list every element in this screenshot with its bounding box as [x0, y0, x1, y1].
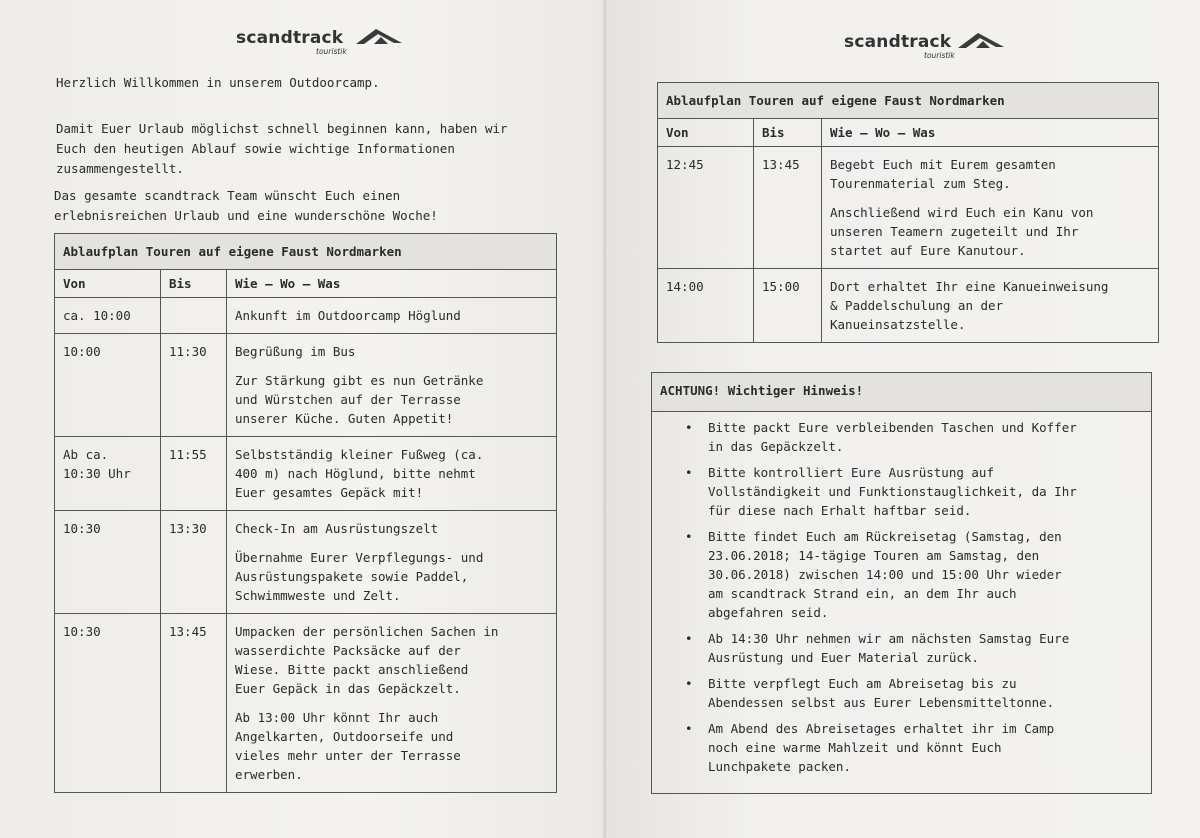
- item-text: Bitte verpflegt Euch am Abreisetag bis zu: [708, 676, 1017, 691]
- cell-text: Dort erhaltet Ihr eine Kanueinweisung: [830, 279, 1109, 294]
- cell-text: Begebt Euch mit Eurem gesamten: [830, 157, 1056, 172]
- cell-text: 10:30 Uhr: [63, 466, 131, 481]
- cell-text: vieles mehr unter der Terrasse: [235, 748, 461, 763]
- cell-text: ca. 10:00: [63, 308, 131, 323]
- list-item: [676, 674, 1141, 712]
- table-row: [55, 298, 557, 334]
- brand-tagline: touristik: [316, 47, 347, 56]
- item-text: für diese nach Erhalt haftbar seid.: [708, 503, 972, 518]
- table-row: [658, 269, 1159, 343]
- cell-text: 10:30: [63, 521, 101, 536]
- cell-was: [227, 511, 557, 614]
- tent-logo-icon: [354, 26, 404, 46]
- cell-von: [55, 298, 161, 334]
- col-header-bis: Bis: [161, 270, 227, 298]
- cell-von: [55, 437, 161, 511]
- schedule-title: Ablaufplan Touren auf eigene Faust Nordmarken: [658, 83, 1159, 119]
- item-text: Ausrüstung und Euer Material zurück.: [708, 650, 979, 665]
- cell-bis: 11:55: [161, 437, 227, 511]
- col-header-von: Von: [55, 270, 161, 298]
- cell-text: 10:00: [63, 344, 101, 359]
- schedule-title: Ablaufplan Touren auf eigene Faust Nordmarken: [55, 234, 557, 270]
- intro-line: Euch den heutigen Ablauf sowie wichtige Informationen: [56, 141, 455, 156]
- cell-text: 12:45: [666, 157, 704, 172]
- item-text: in das Gepäckzelt.: [708, 439, 844, 454]
- item-text: abgefahren seid.: [708, 605, 829, 620]
- cell-von: [658, 147, 754, 269]
- welcome-text: Herzlich Willkommen in unserem Outdoorcamp.: [56, 75, 380, 90]
- bullet-icon: •: [685, 721, 693, 736]
- item-text: Vollständigkeit und Funktionstauglichkeit, da Ihr: [708, 484, 1077, 499]
- cell-text: Selbstständig kleiner Fußweg (ca.: [235, 447, 484, 462]
- table-row: [55, 614, 557, 793]
- brand-name: scandtrack: [236, 28, 344, 48]
- cell-text: Ab ca.: [63, 447, 109, 462]
- bullet-icon: •: [685, 676, 693, 691]
- cell-text: erwerben.: [235, 767, 303, 782]
- item-text: Lunchpakete packen.: [708, 759, 851, 774]
- cell-text: 14:00: [666, 279, 704, 294]
- cell-was: [227, 614, 557, 793]
- item-text: Abendessen selbst aus Eurer Lebensmitteltonne.: [708, 695, 1055, 710]
- cell-text: Tourenmaterial zum Steg.: [830, 176, 1011, 191]
- cell-text: Ab 13:00 Uhr könnt Ihr auch: [235, 710, 439, 725]
- col-header-was: Wie – Wo – Was: [227, 270, 557, 298]
- cell-bis: 13:45: [161, 614, 227, 793]
- bullet-icon: •: [685, 631, 693, 646]
- list-item: [676, 719, 1141, 776]
- col-header-bis: Bis: [754, 119, 822, 147]
- cell-von: [55, 614, 161, 793]
- cell-was: [822, 147, 1159, 269]
- cell-text: startet auf Eure Kanutour.: [830, 243, 1026, 258]
- bullet-icon: •: [685, 420, 693, 435]
- cell-bis: 13:45: [754, 147, 822, 269]
- col-header-was: Wie – Wo – Was: [822, 119, 1159, 147]
- notice-title: ACHTUNG! Wichtiger Hinweis!: [652, 373, 1151, 412]
- cell-text: Check-In am Ausrüstungszelt: [235, 521, 439, 536]
- notice-box: [651, 372, 1152, 794]
- item-text: Am Abend des Abreisetages erhaltet ihr im Camp: [708, 721, 1055, 736]
- cell-text: Kanueinsatzstelle.: [830, 317, 966, 332]
- table-row: [55, 334, 557, 437]
- intro-line: zusammengestellt.: [56, 161, 184, 176]
- item-text: Bitte findet Euch am Rückreisetag (Samstag, den: [708, 529, 1062, 544]
- wish-paragraph: [54, 186, 438, 226]
- schedule-table-left: [54, 233, 557, 793]
- table-row: [55, 437, 557, 511]
- cell-text: Euer Gepäck in das Gepäckzelt.: [235, 681, 461, 696]
- wish-line: erlebnisreichen Urlaub und eine wunderschöne Woche!: [54, 208, 438, 223]
- cell-bis: 15:00: [754, 269, 822, 343]
- table-row: [55, 511, 557, 614]
- cell-bis: 11:30: [161, 334, 227, 437]
- cell-was: [227, 437, 557, 511]
- cell-bis: 13:30: [161, 511, 227, 614]
- item-text: noch eine warme Mahlzeit und könnt Euch: [708, 740, 1002, 755]
- cell-text: Schwimmweste und Zelt.: [235, 588, 401, 603]
- cell-was: [822, 269, 1159, 343]
- cell-von: [658, 269, 754, 343]
- cell-text: 10:30: [63, 624, 101, 639]
- cell-text: Ankunft im Outdoorcamp Höglund: [235, 308, 461, 323]
- intro-line: Damit Euer Urlaub möglichst schnell beginnen kann, haben wir: [56, 121, 508, 136]
- cell-was: [227, 298, 557, 334]
- item-text: 30.06.2018) zwischen 14:00 und 15:00 Uhr wieder: [708, 567, 1062, 582]
- schedule-table-right: [657, 82, 1159, 343]
- cell-text: unseren Teamern zugeteilt und Ihr: [830, 224, 1079, 239]
- table-row: [658, 147, 1159, 269]
- tent-logo-icon: [956, 30, 1006, 50]
- item-text: Bitte packt Eure verbleibenden Taschen und Koffer: [708, 420, 1077, 435]
- list-item: [676, 418, 1141, 456]
- wish-line: Das gesamte scandtrack Team wünscht Euch einen: [54, 188, 401, 203]
- brand-name: scandtrack: [844, 32, 952, 52]
- cell-text: Euer gesamtes Gepäck mit!: [235, 485, 424, 500]
- item-text: am scandtrack Strand ein, an dem Ihr auch: [708, 586, 1017, 601]
- cell-text: Angelkarten, Outdoorseife und: [235, 729, 454, 744]
- cell-text: und Würstchen auf der Terrasse: [235, 392, 461, 407]
- item-text: Ab 14:30 Uhr nehmen wir am nächsten Samstag Eure: [708, 631, 1070, 646]
- cell-text: & Paddelschulung an der: [830, 298, 1004, 313]
- cell-bis: [161, 298, 227, 334]
- cell-text: Begrüßung im Bus: [235, 344, 356, 359]
- cell-text: Übernahme Eurer Verpflegungs- und: [235, 550, 484, 565]
- notice-list: [652, 412, 1151, 791]
- cell-text: Umpacken der persönlichen Sachen in: [235, 624, 499, 639]
- cell-von: [55, 334, 161, 437]
- intro-paragraph: [56, 119, 508, 179]
- list-item: [676, 629, 1141, 667]
- cell-text: Anschließend wird Euch ein Kanu von: [830, 205, 1094, 220]
- list-item: [676, 463, 1141, 520]
- brand-tagline: touristik: [924, 51, 955, 60]
- right-page: [606, 0, 1200, 838]
- cell-was: [227, 334, 557, 437]
- bullet-icon: •: [685, 465, 693, 480]
- col-header-von: Von: [658, 119, 754, 147]
- cell-text: Wiese. Bitte packt anschließend: [235, 662, 469, 677]
- list-item: [676, 527, 1141, 622]
- cell-text: Ausrüstungspakete sowie Paddel,: [235, 569, 469, 584]
- cell-text: 400 m) nach Höglund, bitte nehmt: [235, 466, 476, 481]
- bullet-icon: •: [685, 529, 693, 544]
- item-text: 23.06.2018; 14-tägige Touren am Samstag, den: [708, 548, 1040, 563]
- cell-text: unserer Küche. Guten Appetit!: [235, 411, 454, 426]
- cell-text: wasserdichte Packsäcke auf der: [235, 643, 461, 658]
- cell-von: [55, 511, 161, 614]
- cell-text: Zur Stärkung gibt es nun Getränke: [235, 373, 484, 388]
- item-text: Bitte kontrolliert Eure Ausrüstung auf: [708, 465, 994, 480]
